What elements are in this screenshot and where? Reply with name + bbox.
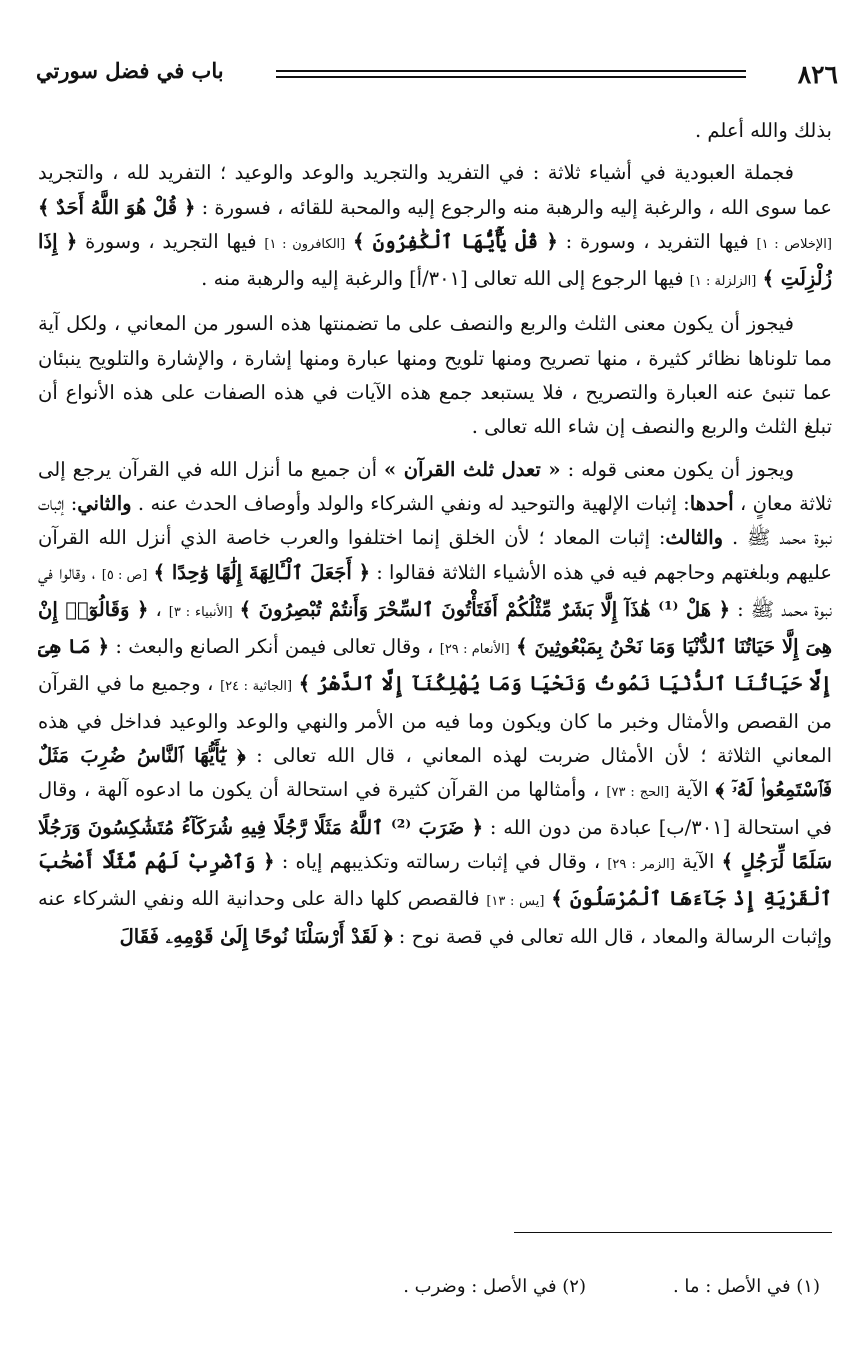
hadith-quote: « تعدل ثلث القرآن » — [384, 457, 561, 481]
verse-reference: [الزمر : ٢٩] — [607, 856, 675, 872]
page-header — [36, 58, 838, 94]
quran-verse: ﴿ إِذَا زُلْزِلَتِ ﴾ — [38, 229, 832, 291]
verse-reference: [ص : ٥] — [101, 567, 148, 583]
running-title: باب في فضل سورتي — [36, 58, 224, 83]
quran-verse: ﴿ لَقَدْ أَرْسَلْنَا نُوحًا إِلَىٰ قَوْمِهِۦ فَقَالَ — [119, 924, 393, 948]
verse-reference: [الأنعام : ٢٩] — [439, 642, 510, 658]
quran-verse: ﴿ هَلْ ⁽¹⁾ هَٰذَآ إِلَّا بَشَرٌ مِّثْلُكُمْ أَفَتَأْتُونَ ٱلسِّحْرَ وَأَنتُمْ تُبْصِرُونَ ﴾ — [239, 597, 731, 621]
verse-reference: [الإخلاص : ١] — [756, 236, 832, 252]
quran-verse: ﴿ يَٰٓأَيُّهَا ٱلنَّاسُ ضُرِبَ مَثَلٌ فَٱسْتَمِعُوا۟ لَهُۥٓ ﴾ — [38, 744, 832, 802]
point-label: والثالث — [665, 526, 724, 550]
quran-verse: ﴿ قُلْ هُوَ اللَّهُ أَحَدٌ ﴾ — [38, 195, 196, 219]
verse-reference: [الجاثية : ٢٤] — [220, 679, 293, 695]
verse-reference: [الزلزلة : ١] — [689, 274, 757, 290]
quran-verse: ﴿ قُلْ يَٰٓأَيُّهَا ٱلْكَٰفِرُونَ ﴾ — [353, 229, 558, 253]
page-number: ٨٢٦ — [797, 60, 838, 89]
verse-reference: [يس : ١٣] — [486, 894, 545, 910]
footnote-2: (٢) في الأصل : وضرب . — [403, 1276, 586, 1297]
quran-verse: ﴿ مَا هِىَ إِلَّا حَيَاتُنَا ٱلدُّنْيَا نَمُوتُ وَنَحْيَا وَمَا يُهْلِكُنَآ إِلَّا ٱلدَّهْرُ ﴾ — [38, 635, 832, 696]
paragraph-3: فيجوز أن يكون معنى الثلث والربع والنصف على ما تضمنتها هذه السور من المعاني ، ولكل آية مما تلوناها نظائر كثيرة ، منها تصريح ومنها تلويح ومنها عبارة ومنها إشارة ، والإشارة والتلويح ينبئان عما تنبئ عنه العبارة والتصريح ، فلا يستبعد جمع هذه الآيات في هذه الصفات على هذه الأنواع أن تبلغ الثلث والربع والنصف إن شاء الله تعالى . — [38, 312, 832, 439]
point-label: والثاني — [77, 491, 132, 515]
verse-reference: [الأنبياء : ٣] — [168, 604, 233, 620]
quran-verse: ﴿ وَٱضْرِبْ لَهُم مَّثَلًا أَصْحَٰبَ ٱلْقَرْيَةِ إِذْ جَآءَهَا ٱلْمُرْسَلُونَ ﴾ — [38, 849, 832, 911]
verse-reference: [الحج : ٧٣] — [606, 785, 670, 801]
paragraph-1: بذلك والله أعلم . — [694, 119, 832, 142]
main-text — [38, 114, 832, 1144]
footnote-separator — [514, 1232, 832, 1233]
paragraph-2: فجملة العبودية في أشياء ثلاثة : في التفريد والتجريد والوعد والوعيد ؛ التفريد لله ، والتجريد عما سوى الله ، والرغبة إليه والرهبة منه والرجوع إليه والمحبة للقائه ، فسورة : ﴿ قُلْ هُوَ اللَّهُ أَحَدٌ ﴾ [الإخلاص : ١] فيها التفريد ، وسورة : ﴿ قُلْ يَٰٓأَيُّهَا ٱلْكَٰفِرُونَ ﴾ [الكافرون : ١] فيها التجريد ، وسورة ﴿ إِذَا زُلْزِلَتِ ﴾ [الزلزلة : ١] فيها الرجوع إلى الله تعالى [٣٠١/أ] والرغبة إليه والرهبة منه . — [38, 161, 832, 291]
footnotes — [300, 1276, 820, 1306]
paragraph-4: ويجوز أن يكون معنى قوله : « تعدل ثلث القرآن » أن جميع ما أنزل الله في القرآن يرجع إلى ثلاثة معانٍ ، أحدها: إثبات الإلهية والتوحيد له ونفي الشركاء والولد وأوصاف الحدث عنه . والثاني: إثبات نبوة محمد ﷺ . والثالث: إثبات المعاد ؛ لأن الخلق إنما اختلفوا والعرب خاصة الذي أنزل الله القرآن عليهم وبلغتهم وحاجهم فيه في هذه الأشياء الثلاثة فقالوا : ﴿ أَجَعَلَ ٱلْـَٔالِهَةَ إِلَٰهًا وَٰحِدًا ﴾ [ص : ٥] ، وقالوا في نبوة محمد ﷺ : ﴿ هَلْ ⁽¹⁾ هَٰذَآ إِلَّا بَشَرٌ مِّثْلُكُمْ أَفَتَأْتُونَ ٱلسِّحْرَ وَأَنتُمْ تُبْصِرُونَ ﴾ [الأنبياء : ٣] ، ﴿ وَقَالُوٓا۟ إِنْ هِىَ إِلَّا حَيَاتُنَا ٱلدُّنْيَا وَمَا نَحْنُ بِمَبْعُوثِينَ ﴾ [الأنعام : ٢٩] ، وقال تعالى فيمن أنكر الصانع والبعث : ﴿ مَا هِىَ إِلَّا حَيَاتُنَا ٱلدُّنْيَا نَمُوتُ وَنَحْيَا وَمَا يُهْلِكُنَآ إِلَّا ٱلدَّهْرُ ﴾ [الجاثية : ٢٤] ، وجميع ما في القرآن من القصص والأمثال وخبر ما كان ويكون وما فيه من الأمر والنهي والوعد والوعيد فداخل في هذه المعاني الثلاثة ؛ لأن الأمثال ضربت لهذه المعاني ، قال الله تعالى : ﴿ يَٰٓأَيُّهَا ٱلنَّاسُ ضُرِبَ مَثَلٌ فَٱسْتَمِعُوا۟ لَهُۥٓ ﴾ الآية [الحج : ٧٣] ، وأمثالها من القرآن كثيرة في استحالة أن يكون ما ادعوه آلهة ، وقال في استحالة [٣٠١/ب] عبادة من دون الله : ﴿ ضَرَبَ ⁽²⁾ ٱللَّهُ مَثَلًا رَّجُلًا فِيهِ شُرَكَآءُ مُتَشَٰكِسُونَ وَرَجُلًا سَلَمًا لِّرَجُلٍ ﴾ الآية [الزمر : ٢٩] ، وقال في إثبات رسالته وتكذيبهم إياه : ﴿ وَٱضْرِبْ لَهُم مَّثَلًا أَصْحَٰبَ ٱلْقَرْيَةِ إِذْ جَآءَهَا ٱلْمُرْسَلُونَ ﴾ [يس : ١٣] فالقصص كلها دالة على وحدانية الله ونفي الشركاء عنه وإثبات الرسالة والمعاد ، قال الله تعالى في قصة نوح : ﴿ لَقَدْ أَرْسَلْنَا نُوحًا إِلَىٰ قَوْمِهِۦ فَقَالَ — [38, 457, 832, 948]
footnote-1: (١) في الأصل : ما . — [672, 1276, 820, 1297]
point-label: أحدها — [689, 491, 734, 515]
quran-verse: ﴿ أَجَعَلَ ٱلْـَٔالِهَةَ إِلَٰهًا وَٰحِدًا ﴾ — [153, 560, 371, 584]
quran-verse: ﴿ وَقَالُوٓا۟ إِنْ هِىَ إِلَّا حَيَاتُنَا ٱلدُّنْيَا وَمَا نَحْنُ بِمَبْعُوثِينَ ﴾ — [38, 597, 832, 659]
verse-reference: [الكافرون : ١] — [264, 236, 346, 252]
quran-verse: ﴿ ضَرَبَ ⁽²⁾ ٱللَّهُ مَثَلًا رَّجُلًا فِيهِ شُرَكَآءُ مُتَشَٰكِسُونَ وَرَجُلًا سَلَمًا لِّرَجُلٍ ﴾ — [38, 815, 832, 873]
header-double-rule — [276, 70, 746, 78]
